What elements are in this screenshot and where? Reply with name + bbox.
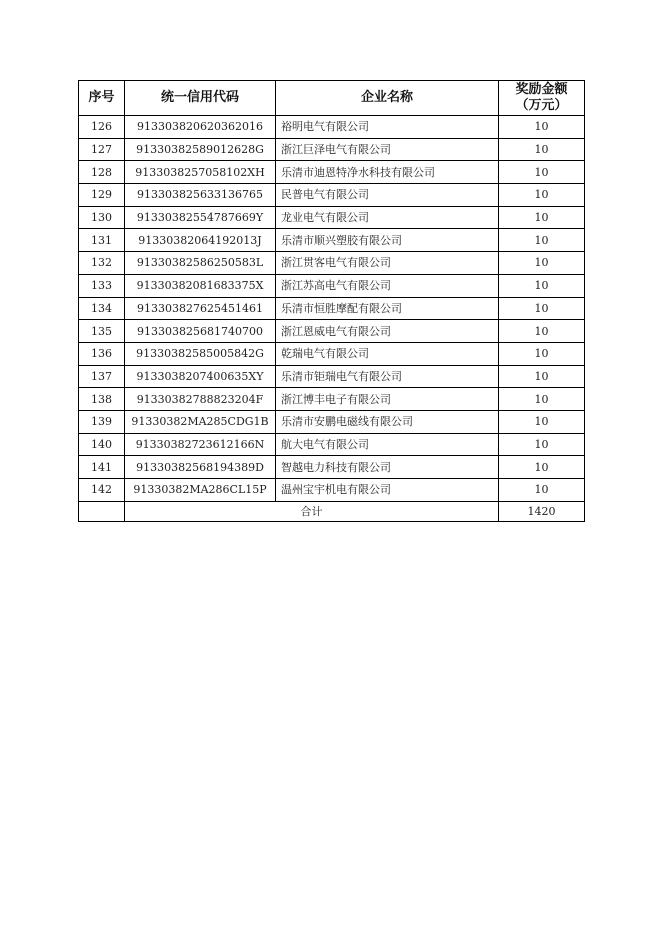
cell-company-name: 浙江贯客电气有限公司	[276, 252, 499, 275]
cell-credit-code: 913303825681740700	[125, 320, 276, 343]
table-row	[79, 297, 585, 320]
cell-credit-code: 91330382MA286CL15P	[125, 479, 276, 502]
cell-award-amount: 10	[499, 365, 585, 388]
cell-company-name: 乐清市钜瑞电气有限公司	[276, 365, 499, 388]
cell-award-amount: 10	[499, 433, 585, 456]
cell-serial-number: 141	[79, 456, 125, 479]
cell-serial-number: 127	[79, 138, 125, 161]
table-row	[79, 342, 585, 365]
cell-serial-number: 135	[79, 320, 125, 343]
table-row	[79, 456, 585, 479]
cell-award-amount: 10	[499, 410, 585, 433]
cell-award-amount: 10	[499, 342, 585, 365]
cell-company-name: 浙江巨泽电气有限公司	[276, 138, 499, 161]
table-row	[79, 433, 585, 456]
cell-company-name: 乐清市安鹏电磁线有限公司	[276, 410, 499, 433]
cell-company-name: 民普电气有限公司	[276, 184, 499, 207]
cell-serial-number: 137	[79, 365, 125, 388]
cell-company-name: 乐清市迪恩特净水科技有限公司	[276, 161, 499, 184]
total-amount: 1420	[499, 501, 585, 521]
table-row	[79, 479, 585, 502]
cell-serial-number: 132	[79, 252, 125, 275]
table-row	[79, 229, 585, 252]
cell-serial-number: 131	[79, 229, 125, 252]
cell-serial-number: 134	[79, 297, 125, 320]
cell-award-amount: 10	[499, 456, 585, 479]
cell-credit-code: 913303825633136765	[125, 184, 276, 207]
table-row	[79, 161, 585, 184]
table-row	[79, 320, 585, 343]
cell-credit-code: 913303820620362016	[125, 116, 276, 139]
cell-credit-code: 91330382589012628G	[125, 138, 276, 161]
cell-credit-code: 91330382723612166N	[125, 433, 276, 456]
header-credit-code: 统一信用代码	[125, 81, 276, 116]
table-header-row	[79, 81, 585, 116]
cell-serial-number: 139	[79, 410, 125, 433]
cell-award-amount: 10	[499, 297, 585, 320]
table-row	[79, 365, 585, 388]
table-row	[79, 274, 585, 297]
table-body	[79, 116, 585, 502]
cell-company-name: 乐清市顺兴塑胶有限公司	[276, 229, 499, 252]
cell-company-name: 航大电气有限公司	[276, 433, 499, 456]
table-row	[79, 252, 585, 275]
cell-award-amount: 10	[499, 161, 585, 184]
cell-company-name: 龙业电气有限公司	[276, 206, 499, 229]
cell-serial-number: 130	[79, 206, 125, 229]
cell-credit-code: 913303827625451461	[125, 297, 276, 320]
cell-credit-code: 9133038257058102XH	[125, 161, 276, 184]
cell-company-name: 浙江博丰电子有限公司	[276, 388, 499, 411]
table-row	[79, 116, 585, 139]
cell-credit-code: 91330382586250583L	[125, 252, 276, 275]
cell-award-amount: 10	[499, 479, 585, 502]
cell-serial-number: 128	[79, 161, 125, 184]
cell-serial-number: 140	[79, 433, 125, 456]
header-company-name: 企业名称	[276, 81, 499, 116]
cell-company-name: 温州宝宇机电有限公司	[276, 479, 499, 502]
cell-credit-code: 91330382568194389D	[125, 456, 276, 479]
table-row	[79, 206, 585, 229]
cell-award-amount: 10	[499, 138, 585, 161]
cell-credit-code: 9133038207400635XY	[125, 365, 276, 388]
award-table	[78, 80, 585, 522]
cell-award-amount: 10	[499, 184, 585, 207]
header-award-amount	[499, 81, 585, 116]
table-row	[79, 138, 585, 161]
cell-award-amount: 10	[499, 252, 585, 275]
table-total-row	[79, 501, 585, 521]
cell-award-amount: 10	[499, 206, 585, 229]
cell-company-name: 浙江苏高电气有限公司	[276, 274, 499, 297]
cell-credit-code: 91330382554787669Y	[125, 206, 276, 229]
cell-credit-code: 91330382MA285CDG1B	[125, 410, 276, 433]
cell-company-name: 浙江恩威电气有限公司	[276, 320, 499, 343]
cell-credit-code: 91330382788823204F	[125, 388, 276, 411]
table-row	[79, 184, 585, 207]
header-award-amount-line2: （万元）	[515, 98, 568, 113]
cell-company-name: 乐清市恒胜摩配有限公司	[276, 297, 499, 320]
cell-serial-number: 138	[79, 388, 125, 411]
cell-serial-number: 133	[79, 274, 125, 297]
table-row	[79, 410, 585, 433]
total-label: 合计	[125, 501, 499, 521]
cell-award-amount: 10	[499, 116, 585, 139]
cell-award-amount: 10	[499, 274, 585, 297]
cell-credit-code: 91330382081683375X	[125, 274, 276, 297]
cell-award-amount: 10	[499, 388, 585, 411]
header-serial-number: 序号	[79, 81, 125, 116]
cell-credit-code: 91330382064192013J	[125, 229, 276, 252]
cell-company-name: 裕明电气有限公司	[276, 116, 499, 139]
table-row	[79, 388, 585, 411]
total-empty-cell	[79, 501, 125, 521]
cell-serial-number: 136	[79, 342, 125, 365]
cell-company-name: 乾瑞电气有限公司	[276, 342, 499, 365]
cell-award-amount: 10	[499, 229, 585, 252]
cell-company-name: 智越电力科技有限公司	[276, 456, 499, 479]
cell-serial-number: 126	[79, 116, 125, 139]
header-award-amount-line1: 奖励金额	[515, 82, 568, 97]
cell-serial-number: 142	[79, 479, 125, 502]
cell-serial-number: 129	[79, 184, 125, 207]
cell-award-amount: 10	[499, 320, 585, 343]
cell-credit-code: 91330382585005842G	[125, 342, 276, 365]
